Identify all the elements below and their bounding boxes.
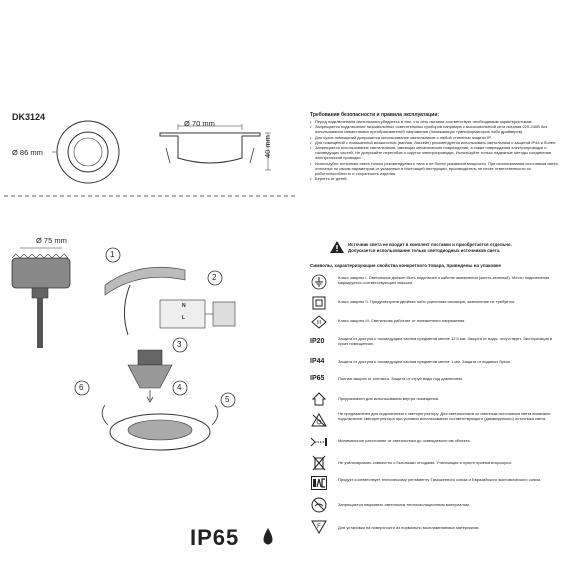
class-three-icon — [310, 313, 328, 331]
house-icon — [310, 390, 328, 408]
water-drop-icon — [262, 528, 274, 546]
terminal-l-label: L — [182, 315, 186, 321]
lamp-shape — [128, 365, 172, 388]
step-3: 3 — [177, 340, 182, 349]
outer-ring-shape — [57, 121, 119, 183]
dimension-diagram — [10, 118, 300, 190]
ground-icon — [310, 273, 328, 291]
safety-title: Требования безопасности и правила эксплуатации: — [310, 112, 440, 118]
symbol-row — [310, 454, 560, 474]
safety-item: • Запрещается подключение низковольтных осветительных приборов напрямую к высоковольтной сети питания 220-240В без использования совместимых преобразователей напряжения (понижающих трансформаторов либо драйверов). — [310, 124, 560, 134]
safety-item: • Для помещений с повышенной влажностью (ванная, бассейн) рекомендуется использовать светильники с защитой IP44 и более. — [310, 140, 560, 145]
symbol-row — [310, 517, 560, 537]
safety-item: • Для сухих помещений допускается использование светильников с любой степенью защиты IP. — [310, 135, 560, 140]
ip44-code: IP44 — [310, 358, 325, 365]
lens-shape — [74, 138, 102, 166]
cutout-diameter-label: Ø 75 mm — [36, 236, 67, 245]
model-number: DK3124 — [12, 112, 46, 122]
symbol-description: Класс защиты II. Предусмотрена двойная либо усиленная изоляция, заземление не требуется. — [338, 299, 516, 304]
symbol-row — [310, 334, 560, 354]
drill-shaft-shape — [37, 298, 43, 348]
outer-diameter-label: Ø 86 mm — [12, 148, 43, 157]
symbol-description: Не утилизировать совместно с бытовыми отходами. Утилизация в пункте приема вторсырья. — [338, 460, 512, 465]
ip65-code: IP65 — [310, 375, 325, 382]
symbol-row — [310, 496, 560, 516]
height-label: 40 mm — [263, 135, 272, 158]
symbol-description: Класс защиты I. Светильник должен быть подключен к кабелю заземления (желто-зеленый). Место подключения маркируется соответствующим значком. — [338, 275, 550, 285]
flammable-surface-icon — [310, 517, 328, 535]
double-square-icon — [310, 294, 328, 312]
step-5: 5 — [225, 395, 230, 404]
ceiling-shape — [105, 267, 185, 295]
symbol-description: Класс защиты III. Светильник работает от пониженного напряжения. — [338, 318, 466, 323]
symbol-row — [310, 273, 560, 293]
safety-item: • Запрещается использование светильников, имеющих механические повреждения, а также повреждения электропроводки и токоведущих частей. Не допускайте перегибов и скруток электропроводки. Используйте только надежные методы соединения электрической проводки. — [310, 145, 560, 161]
warning-line: Источник света не входит в комплект поставки и приобретается отдельно. — [348, 242, 512, 247]
symbol-description: Запрещается накрывать светильник теплоизоляционным материалом. — [338, 502, 470, 507]
distance-icon — [310, 433, 328, 451]
symbol-row — [310, 294, 560, 314]
eac-icon — [310, 474, 328, 492]
no-cover-icon — [310, 496, 328, 514]
symbol-row — [310, 313, 560, 333]
safety-item: • Перед подключением светильника убедитесь в том, что сеть питания соответствует необходимым характеристикам. — [310, 119, 560, 124]
warning-line: Допускается использование только светодиодных источников света. — [348, 247, 501, 253]
safety-list — [310, 119, 560, 181]
symbol-description: Защита от доступа к токоведущим частям предметов менее 12,5 мм. Защита от воды: отсутствует. Эксплуатация в сухих помещениях. — [338, 336, 553, 346]
symbol-row — [310, 474, 560, 494]
symbol-description: Продукт соответствует техническому регламенту Таможенного союза и Евразийского экономического союза. — [338, 477, 542, 482]
symbol-row — [310, 390, 560, 410]
symbol-description: Защита от доступа к токоведущим частям предметов менее 1 мм. Защита от водяных брызг. — [338, 359, 511, 364]
bin-icon — [310, 454, 328, 472]
ip-rating-logo: IP65 — [190, 525, 240, 550]
symbol-description: Минимальное расстояние от светильника до освещаемого им объекта. — [338, 438, 471, 443]
divider — [0, 194, 300, 198]
symbols-title: Символы, характеризующие свойства конкретного товара, приведены на упаковке — [310, 263, 501, 268]
inner-diameter-label: Ø 70 mm — [184, 119, 215, 128]
svg-text:F: F — [317, 524, 321, 530]
symbol-description: Полная защита от контакта. Защита от струй воды под давлением. — [338, 376, 463, 381]
ip20-code: IP20 — [310, 338, 325, 345]
svg-text:III: III — [316, 320, 322, 326]
hole-saw-shape — [12, 258, 70, 288]
symbol-row — [310, 411, 560, 431]
safety-item: • Используйте источники света только рекомендуемого типа и не более указанной мощности. При использовании источников света, отличных по своим параметрам от указанных в настоящей инструкции, производитель не несет ответственности за работоспособность и сохранность изделия. — [310, 161, 560, 177]
step-2: 2 — [212, 273, 217, 282]
step-6: 6 — [79, 383, 84, 392]
step-1: 1 — [110, 250, 115, 259]
step-4: 4 — [177, 383, 182, 392]
symbol-row — [310, 433, 560, 453]
safety-item: • Берегть от детей. — [310, 176, 560, 181]
warning-note — [348, 242, 553, 253]
symbol-description: Для установки на поверхности из нормально воспламеняемых материалов. — [338, 525, 480, 530]
symbol-description: Не предназначен для подключения к светорегулятору. Для светильников со сменным источником света возможно подключение светорегулятора при условии использования соответствующего (диммируемого) источника света. — [338, 411, 551, 421]
terminal-n-label: N — [182, 303, 186, 309]
warning-icon — [330, 241, 344, 253]
side-view-shape — [160, 133, 260, 163]
symbol-description: Предназначен для использования внутри помещения. — [338, 396, 439, 401]
dimmer-icon — [310, 411, 328, 429]
symbol-row — [310, 371, 560, 391]
